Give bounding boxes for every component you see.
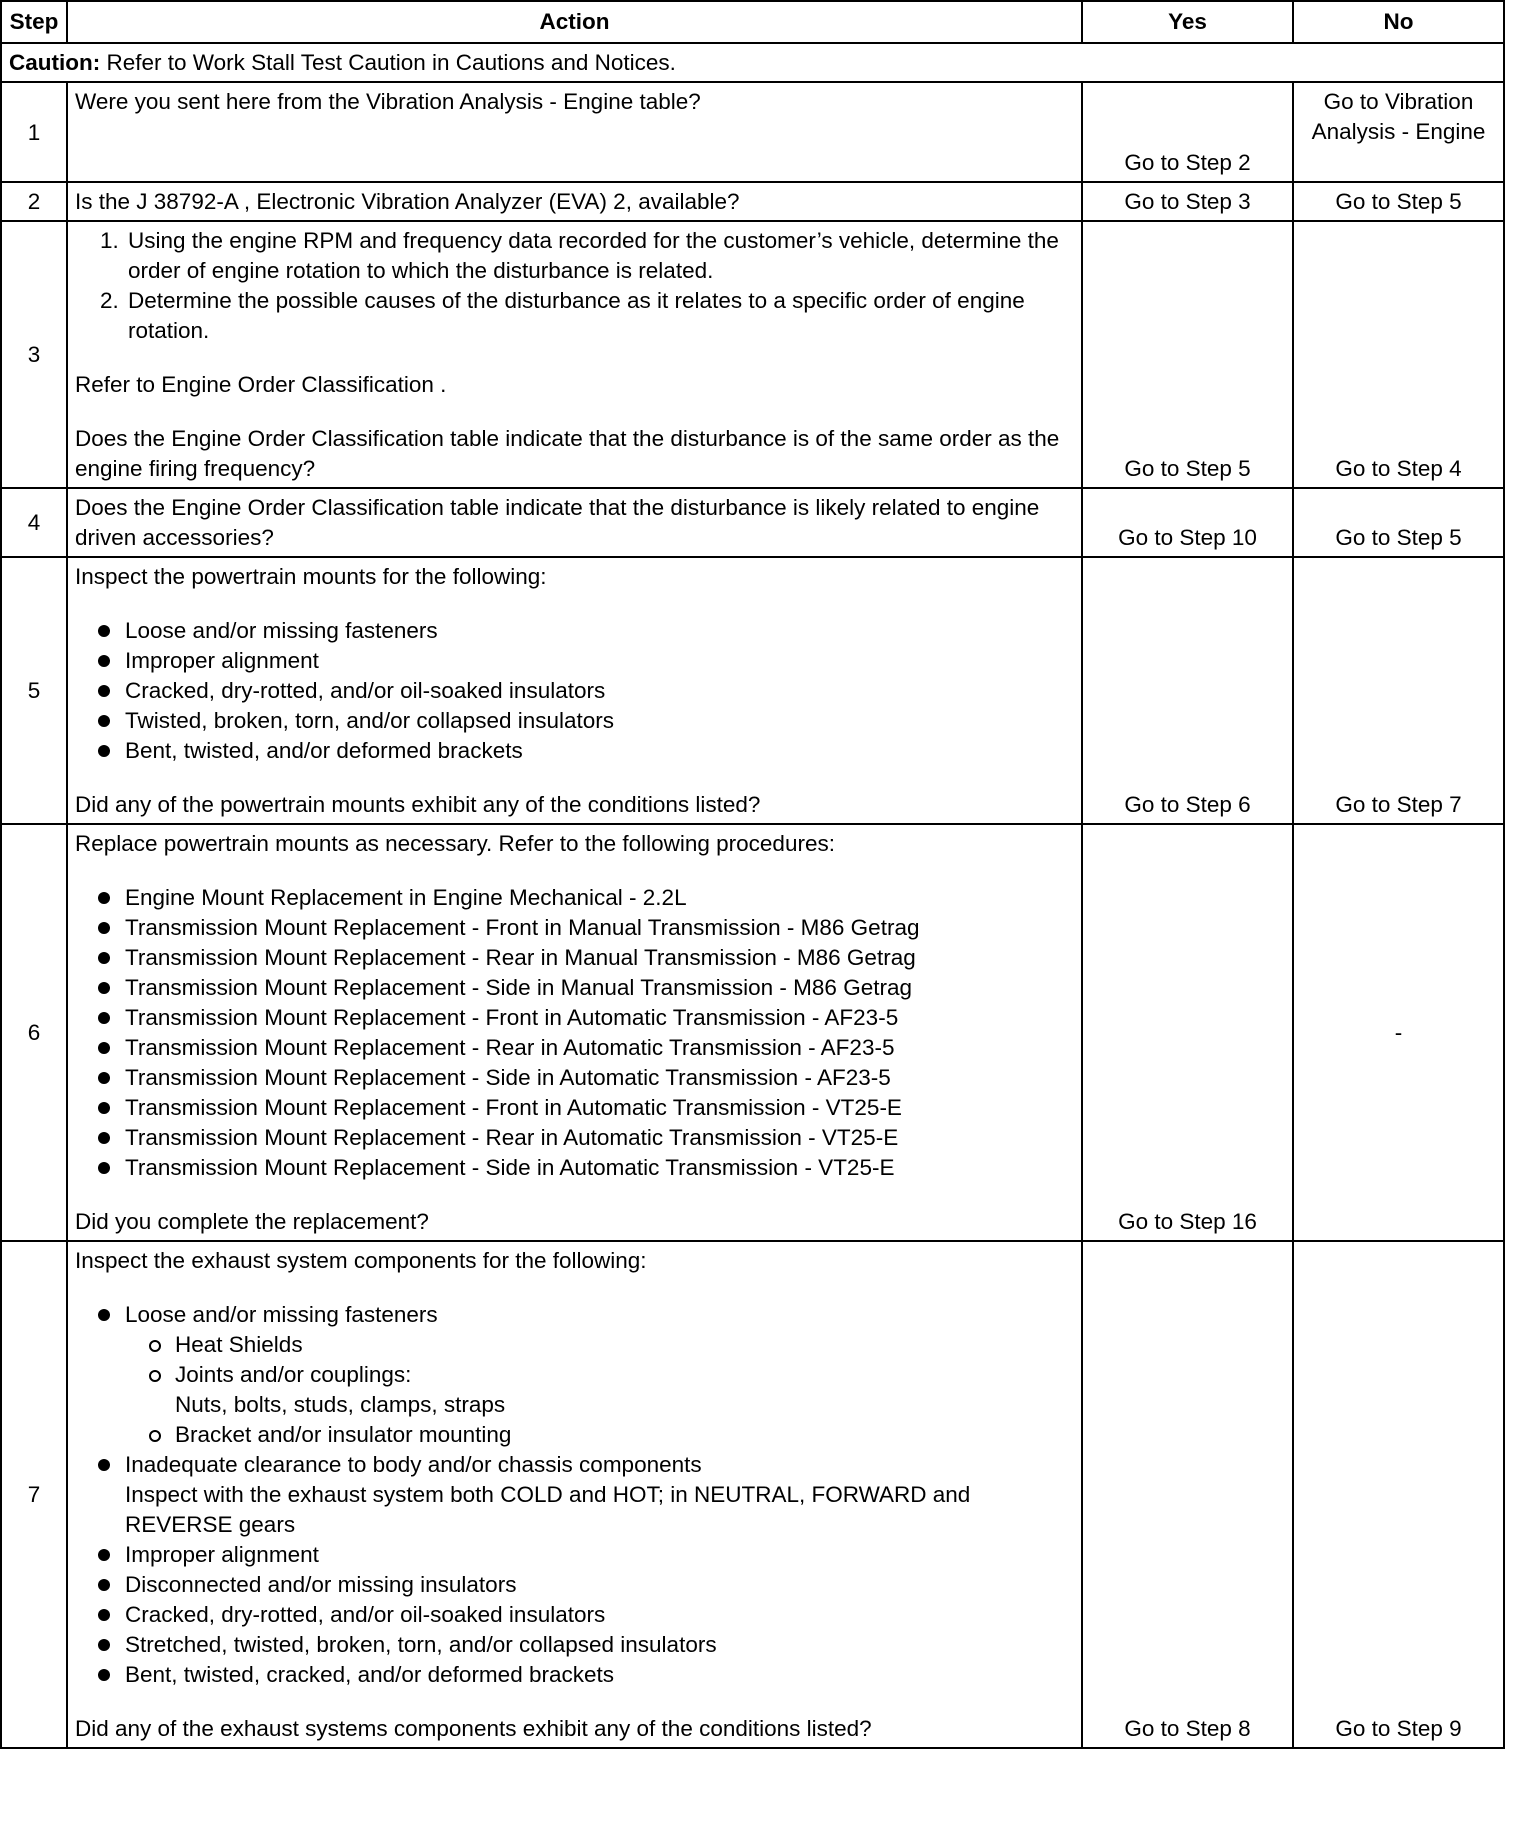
list-item: Transmission Mount Replacement - Side in Automatic Transmission - AF23-5 [75,1063,1074,1093]
yes-cell: Go to Step 6 [1082,557,1293,824]
header-action: Action [67,1,1082,43]
no-cell: Go to Step 9 [1293,1241,1504,1748]
yes-cell: Go to Step 10 [1082,488,1293,557]
list-item: Transmission Mount Replacement - Rear in Manual Transmission - M86 Getrag [75,943,1074,973]
list-item: Engine Mount Replacement in Engine Mechanical - 2.2L [75,883,1074,913]
sub-list-item: Heat Shields [125,1330,1074,1360]
list-item: Transmission Mount Replacement - Front in Manual Transmission - M86 Getrag [75,913,1074,943]
intro-text: Replace powertrain mounts as necessary. Refer to the following procedures: [75,831,835,856]
list-item: Disconnected and/or missing insulators [75,1570,1074,1600]
bullet-text: Loose and/or missing fasteners [125,1302,438,1327]
caution-text: Refer to Work Stall Test Caution in Cautions and Notices. [100,50,676,75]
table-row [1,182,1504,221]
intro-text: Inspect the exhaust system components for the following: [75,1248,647,1273]
sub-item-text: Joints and/or couplings: [175,1362,412,1387]
caution-label: Caution: [9,50,101,75]
action-cell [67,824,1082,1241]
question-text: Did any of the powertrain mounts exhibit any of the conditions listed? [75,792,761,817]
list-item: Transmission Mount Replacement - Side in Automatic Transmission - VT25-E [75,1153,1074,1183]
table-row [1,82,1504,182]
bullet-list [75,616,1074,766]
list-item: Bent, twisted, cracked, and/or deformed brackets [75,1660,1074,1690]
list-item: Transmission Mount Replacement - Front in Automatic Transmission - AF23-5 [75,1003,1074,1033]
list-item: Transmission Mount Replacement - Side in Manual Transmission - M86 Getrag [75,973,1074,1003]
bullet-list [75,1300,1074,1690]
list-item [75,1300,1074,1450]
sub-list [125,1330,1074,1450]
header-step: Step [1,1,67,43]
no-cell: Go to Step 7 [1293,557,1504,824]
question-text: Did any of the exhaust systems components exhibit any of the conditions listed? [75,1716,872,1741]
header-no: No [1293,1,1504,43]
sub-item-continuation: Nuts, bolts, studs, clamps, straps [175,1392,506,1417]
step-number: 6 [1,824,67,1241]
list-item: Loose and/or missing fasteners [75,616,1074,646]
list-item: Cracked, dry-rotted, and/or oil-soaked insulators [75,1600,1074,1630]
list-item: Improper alignment [75,646,1074,676]
yes-cell: Go to Step 3 [1082,182,1293,221]
no-cell: Go to Step 5 [1293,488,1504,557]
intro-text: Inspect the powertrain mounts for the following: [75,564,547,589]
question-text: Did you complete the replacement? [75,1209,429,1234]
sub-list-item: Bracket and/or insulator mounting [125,1420,1074,1450]
no-cell: Go to Step 4 [1293,221,1504,488]
step-number: 1 [1,82,67,182]
bullet-continuation: Inspect with the exhaust system both COLD and HOT; in NEUTRAL, FORWARD and REVERSE gears [125,1482,971,1537]
list-item: Bent, twisted, and/or deformed brackets [75,736,1074,766]
yes-cell: Go to Step 8 [1082,1241,1293,1748]
step-number: 5 [1,557,67,824]
refer-text: Refer to Engine Order Classification . [75,372,447,397]
caution-cell [1,43,1504,82]
step-number: 7 [1,1241,67,1748]
list-item [75,1450,1074,1540]
table-row [1,488,1504,557]
list-item: 2. Determine the possible causes of the disturbance as it relates to a specific order of engine rotation. [125,286,1074,346]
step-number: 4 [1,488,67,557]
action-cell: Were you sent here from the Vibration Analysis - Engine table? [67,82,1082,182]
list-item: Stretched, twisted, broken, torn, and/or collapsed insulators [75,1630,1074,1660]
table-row [1,221,1504,488]
bullet-text: Inadequate clearance to body and/or chassis components [125,1452,702,1477]
table-row [1,824,1504,1241]
yes-cell: Go to Step 2 [1082,82,1293,182]
step-number: 2 [1,182,67,221]
header-yes: Yes [1082,1,1293,43]
step-number: 3 [1,221,67,488]
action-cell: Does the Engine Order Classification table indicate that the disturbance is likely related to engine driven accessories? [67,488,1082,557]
list-item: Cracked, dry-rotted, and/or oil-soaked insulators [75,676,1074,706]
bullet-list [75,883,1074,1183]
header-row [1,1,1504,43]
action-cell [67,221,1082,488]
yes-cell: Go to Step 16 [1082,824,1293,1241]
list-item: Transmission Mount Replacement - Rear in Automatic Transmission - AF23-5 [75,1033,1074,1063]
no-cell: Go to Step 5 [1293,182,1504,221]
sub-list-item [125,1360,1074,1420]
action-cell [67,557,1082,824]
table-row [1,557,1504,824]
no-cell: - [1293,824,1504,1241]
list-item: 1. Using the engine RPM and frequency data recorded for the customer’s vehicle, determine the order of engine rotation to which the disturbance is related. [125,226,1074,286]
no-cell: Go to Vibration Analysis - Engine [1293,82,1504,182]
caution-row [1,43,1504,82]
yes-cell: Go to Step 5 [1082,221,1293,488]
action-cell: Is the J 38792-A , Electronic Vibration Analyzer (EVA) 2, available? [67,182,1082,221]
table-row [1,1241,1504,1748]
action-cell [67,1241,1082,1748]
list-item: Transmission Mount Replacement - Rear in Automatic Transmission - VT25-E [75,1123,1074,1153]
numbered-list [75,226,1074,346]
question-text: Does the Engine Order Classification table indicate that the disturbance is of the same order as the engine firing frequency? [75,426,1060,481]
list-item: Transmission Mount Replacement - Front in Automatic Transmission - VT25-E [75,1093,1074,1123]
list-item: Improper alignment [75,1540,1074,1570]
list-item: Twisted, broken, torn, and/or collapsed insulators [75,706,1074,736]
